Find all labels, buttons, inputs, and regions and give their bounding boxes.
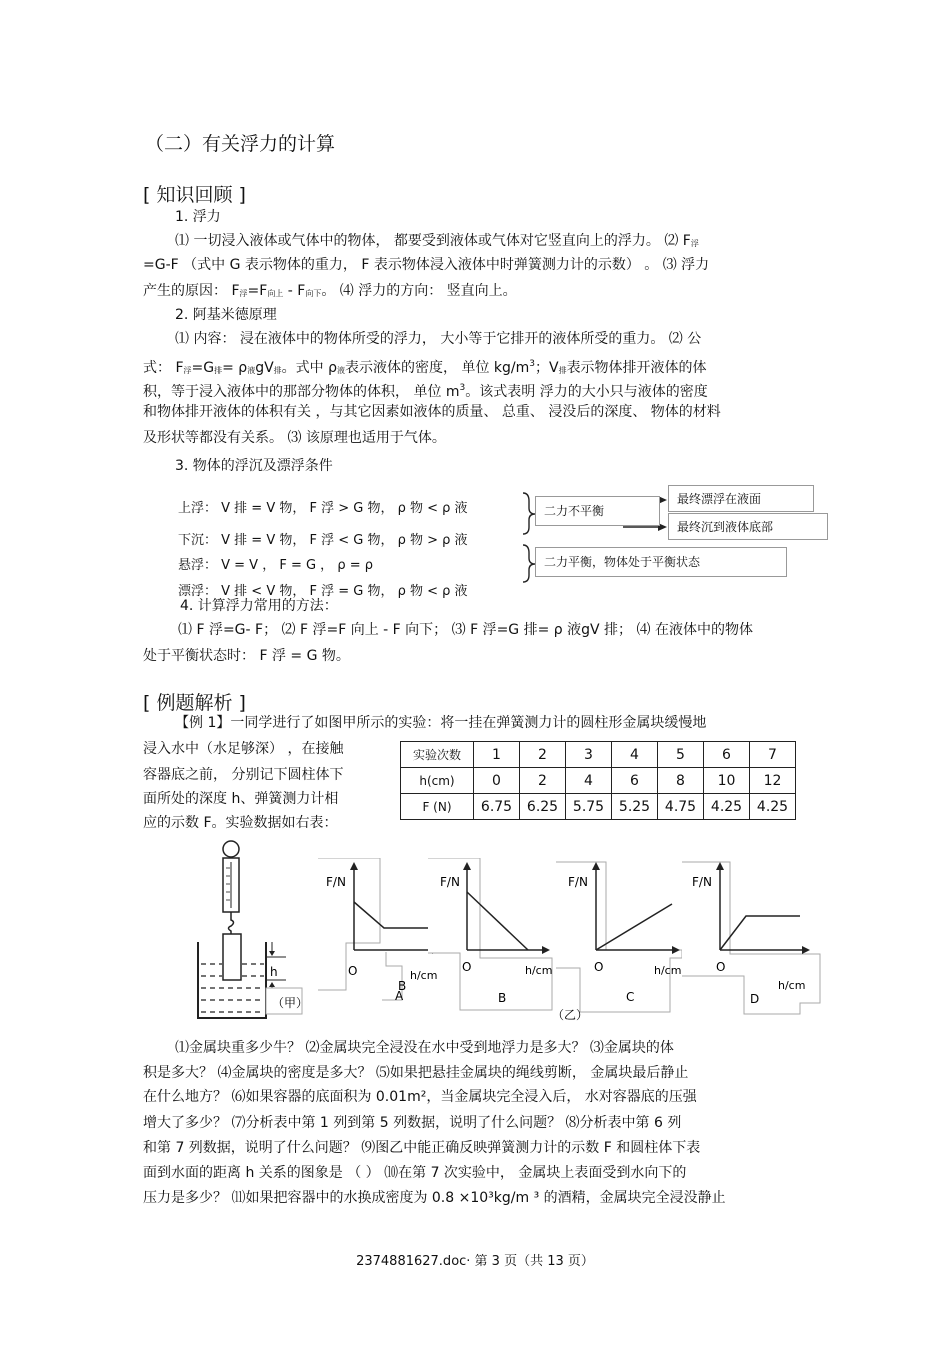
table-cell: 6.75 [474, 794, 520, 820]
text-line: 产生的原因： F浮=F向上 - F向下。 ⑷ 浮力的方向： 竖直向上。 [143, 283, 517, 299]
arrow-head-icon [802, 946, 810, 954]
origin-label: O [462, 960, 472, 974]
data-table [400, 741, 796, 820]
axis-label-f: F/N [568, 875, 588, 889]
page-title: （二）有关浮力的计算 [145, 133, 336, 155]
table-cell: 2 [520, 742, 566, 768]
text-line: ⑴ 内容： 浸在液体中的物体所受的浮力， 大小等于它排开的液体所受的重力。 ⑵ 公 [175, 331, 702, 347]
question-line: ⑴金属块重多少牛？ ⑵金属块完全浸没在水中受到地浮力是多大？ ⑶金属块的体 [175, 1040, 674, 1056]
question-line: 在什么地方？ ⑹如果容器的底面积为 0.01m²，当金属块完全浸入后， 水对容器底的压强 [143, 1089, 697, 1105]
label-h: h [270, 965, 278, 979]
axis-label-f: F/N [326, 875, 346, 889]
page-footer: 2374881627.doc· 第 3 页（共 13 页） [356, 1254, 594, 1269]
table-cell: 5.75 [566, 794, 612, 820]
arrow-head-icon [269, 982, 275, 987]
condition-sink: 下沉： V 排 = V 物， F 浮 < G 物， ρ 物 > ρ 液 [178, 533, 468, 548]
box-balanced: 二力平衡，物体处于平衡状态 [535, 547, 787, 577]
question-line: 积是多大？ ⑷金属块的密度是多大？ ⑸如果把悬挂金属块的绳线剪断， 金属块最后静止 [143, 1065, 689, 1081]
table-cell: 8 [658, 768, 704, 794]
origin-label: O [716, 960, 726, 974]
question-line: 压力是多少？ ⑾如果把容器中的水换成密度为 0.8 ×10³kg/m ³ 的酒精，金属块完全浸没静止 [143, 1190, 726, 1206]
metal-cylinder [223, 934, 241, 980]
text-line: 积，等于浸入液体中的那部分物体的体积， 单位 $m^3$。该式表明 浮力的大小只与液体的密度 [143, 383, 708, 400]
hook-icon [229, 912, 234, 934]
graph-label-d: D [750, 992, 760, 1006]
brace-icon [523, 545, 535, 582]
origin-label: O [594, 960, 604, 974]
table-cell: 7 [750, 742, 796, 768]
label-yi: （乙） [552, 1008, 589, 1022]
section-example-analysis: [ 例题解析 ] [143, 692, 246, 714]
text-line: =G-F （式中 G 表示物体的重力， F 表示物体浸入液体中时弹簧测力计的示数） 。 ⑶ 浮力 [143, 257, 710, 273]
table-cell: 4 [566, 768, 612, 794]
text-line: 应的示数 F。实验数据如右表： [143, 815, 338, 831]
graph-label-c: C [626, 990, 635, 1004]
text-line: ⑴ F 浮=G- F； ⑵ F 浮=F 向上 - F 向下； ⑶ F 浮=G 排= ρ 液gV 排； ⑷ 在液体中的物体 [178, 622, 753, 638]
table-row [401, 794, 796, 820]
text-line: 及形状等都没有关系。 ⑶ 该原理也适用于气体。 [143, 430, 446, 446]
arrow-head-icon [269, 951, 275, 956]
origin-label: O [348, 964, 358, 978]
table-cell: 实验次数 [401, 742, 474, 768]
text-line: 面所处的深度 h、弹簧测力计相 [143, 791, 339, 807]
table-cell: 2 [520, 768, 566, 794]
table-cell: 1 [474, 742, 520, 768]
table-cell: 6 [612, 768, 658, 794]
box-final-float: 最终漂浮在液面 [668, 485, 814, 512]
table-row [401, 768, 796, 794]
table-row [401, 742, 796, 768]
graph-label-b-small: B [398, 979, 407, 993]
text-line: 浸入水中（水足够深） ，在接触 [143, 741, 344, 757]
table-cell: 6.25 [520, 794, 566, 820]
table-cell: 4.25 [750, 794, 796, 820]
figure-jia [190, 838, 310, 1028]
axis-label-h: h/cm [778, 979, 806, 992]
table-cell: 4.25 [704, 794, 750, 820]
condition-float: 漂浮： V 排 < V 物， F 浮 = G 物， ρ 物 < ρ 液 [178, 584, 468, 599]
label-jia: （甲） [272, 996, 309, 1010]
heading-buoyancy: 1. 浮力 [175, 209, 221, 225]
table-cell: 5 [658, 742, 704, 768]
table-cell: 3 [566, 742, 612, 768]
table-cell: 10 [704, 768, 750, 794]
question-line: 增大了多少？ ⑺分析表中第 1 列到第 5 列数据，说明了什么问题？ ⑻分析表中第 6 列 [143, 1115, 682, 1131]
hook-ring-icon [223, 841, 239, 857]
graph-label-a: A [395, 989, 404, 1003]
box-unbalanced: 二力不平衡 [535, 496, 660, 526]
axis-label-f: F/N [692, 875, 712, 889]
brace-icon [523, 493, 535, 534]
text-line: ⑴ 一切浸入液体或气体中的物体， 都要受到液体或气体对它竖直向上的浮力。 ⑵ F浮 [175, 233, 699, 249]
table-cell: h(cm) [401, 768, 474, 794]
arrow-head-icon [542, 946, 550, 954]
figure-yi [310, 858, 830, 1030]
question-line: 和第 7 列数据，说明了什么问题？ ⑼图乙中能正确反映弹簧测力计的示数 F 和圆柱体下表 [143, 1140, 701, 1156]
condition-float-up: 上浮： V 排 = V 物， F 浮 > G 物， ρ 物 < ρ 液 [178, 501, 468, 516]
condition-suspend: 悬浮： V = V ， F = G ， ρ = ρ [178, 558, 373, 573]
axis-label-h: h/cm [410, 969, 438, 982]
box-final-sink: 最终沉到液体底部 [668, 513, 828, 540]
table-cell: 12 [750, 768, 796, 794]
text-line: 式： F浮=G排= ρ液gV排。式中 ρ液表示液体的密度， 单位 $kg/m^3$；V排表示物体排开液体的体 [143, 359, 707, 376]
section-knowledge-review: [ 知识回顾 ] [143, 184, 246, 206]
text-line: 和物体排开液体的体积有关 ，与其它因素如液体的质量、 总重、 浸没后的深度、 物体的材料 [143, 404, 721, 420]
table-cell: 5.25 [612, 794, 658, 820]
curve-d [720, 916, 800, 950]
question-line: 面到水面的距离 h 关系的图象是 （ ） ⑽在第 7 次实验中， 金属块上表面受到水向下的 [143, 1165, 687, 1181]
text-line: 处于平衡状态时： F 浮 = G 物。 [143, 648, 350, 664]
curve-c [596, 904, 672, 950]
text-line: 容器底之前， 分别记下圆柱体下 [143, 767, 344, 783]
heading-float-sink: 3. 物体的浮沉及漂浮条件 [175, 458, 333, 474]
heading-methods: 4. 计算浮力常用的方法： [180, 598, 338, 614]
heading-archimedes: 2. 阿基米德原理 [175, 307, 277, 323]
table-cell: 4 [612, 742, 658, 768]
table-cell: F (N) [401, 794, 474, 820]
axis-label-h: h/cm [654, 964, 682, 977]
axis-label-h: h/cm [525, 964, 553, 977]
table-cell: 6 [704, 742, 750, 768]
table-cell: 4.75 [658, 794, 704, 820]
axis-label-f: F/N [440, 875, 460, 889]
table-cell: 0 [474, 768, 520, 794]
graph-label-b: B [498, 991, 507, 1005]
text-line: 【例 1】一同学进行了如图甲所示的实验：将一挂在弹簧测力计的圆柱形金属块缓慢地 [175, 715, 707, 731]
